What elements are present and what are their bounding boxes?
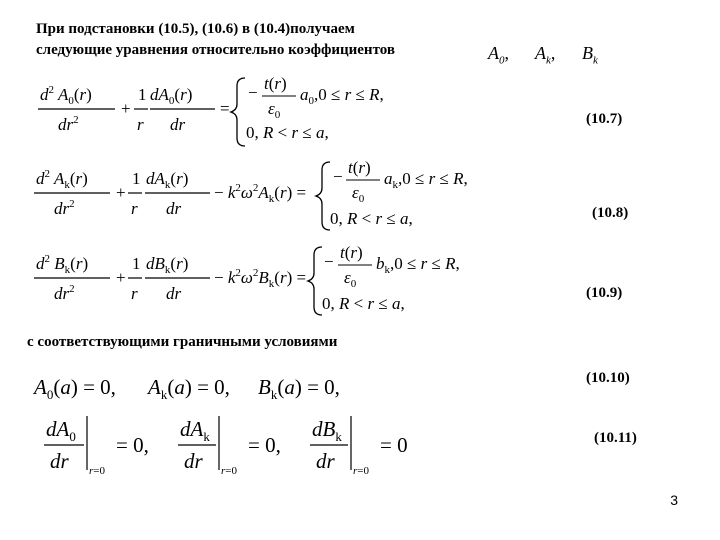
svg-text:t(r): t(r) [264,74,287,93]
svg-text:− k2ω2Bk(r) =: − $k^2\omega^2B_k(r)$ = [214,267,307,290]
svg-text:+: + [116,183,126,202]
equation-10-7 [30,74,384,150]
svg-text:dAk: $dA_k$ [180,417,210,444]
equation-number-10-7: (10.7) [586,111,623,127]
intro-paragraph [36,19,476,61]
svg-text:dA0: $dA_0$ [46,417,76,444]
boundary-conditions-text: с соответствующими граничными условиями [27,334,338,350]
svg-text:t(r): t(r) [340,243,363,262]
equation-10-11 [30,412,430,482]
svg-text:dr: dr [166,199,182,218]
svg-text:r=0: r=0 [353,465,369,477]
svg-text:= 0,: = 0, [116,433,149,457]
svg-text:− k2ω2Ak(r) =: − $k^2\omega^2A_k(r)$ = [214,182,307,205]
svg-text:0, R < r ≤ a,: 0, R < r ≤ a, [330,209,413,228]
svg-text:r=0: r=0 [221,465,237,477]
svg-text:=: = [220,99,230,118]
svg-text:+: + [116,268,126,287]
svg-text:= 0,: = 0, [248,433,281,457]
svg-text:ε0: $\varepsilon_0$ [344,268,357,290]
intro-line-2: следующие уравнения относительно коэффициентов [36,42,395,58]
svg-text:dA0(r): $dA_0(r)$ [150,85,193,107]
svg-text:d2 Ak(r): $d^2$ $A_k(r)$ [36,168,88,191]
svg-text:A0(a) = 0,: $A_0(a) = 0$, [34,375,116,402]
svg-text:dBk: $dB_k$ [312,417,342,444]
svg-text:dr: dr [184,449,203,473]
equation-10-8 [30,158,470,234]
svg-text:0, R < r ≤ a,: 0, R < r ≤ a, [322,294,405,313]
svg-text:dAk(r): $dA_k(r)$ [146,169,189,191]
coefficient-bk: $B_k$ [582,43,598,67]
intro-line-1: При подстановки (10.5), (10.6) в (10.4)получаем [36,21,355,37]
svg-text:Ak(a) = 0,: $A_k(a) = 0$, [148,375,230,402]
svg-text:1: 1 [132,254,141,273]
svg-text:dBk(r): $dB_k(r)$ [146,254,189,276]
svg-text:d2 A0(r): $d^2$ $A_0(r)$ [40,84,92,107]
svg-text:0, R < r ≤ a,: 0, R < r ≤ a, [246,123,329,142]
svg-text:−: − [333,167,343,186]
svg-text:ak,0 ≤ r ≤ R,: $a_k,0 \le r \le R$, [384,169,468,191]
equation-number-10-9: (10.9) [586,285,623,301]
svg-text:dr: dr [166,284,182,303]
equation-10-10 [30,368,370,404]
svg-text:dr2: $dr^2$ [54,198,75,218]
svg-text:1: 1 [138,85,147,104]
equation-number-10-11: (10.11) [594,430,637,446]
page-number: 3 [670,492,678,508]
coefficient-a0: $A_0$, [488,43,509,67]
svg-text:t(r): t(r) [348,158,371,177]
equation-number-10-8: (10.8) [592,205,629,221]
svg-text:dr: dr [50,449,69,473]
svg-text:bk,0 ≤ r ≤ R,: $b_k,0 \le r \le R$, [376,254,460,276]
equation-number-10-10: (10.10) [586,370,630,386]
svg-text:r: r [131,284,138,303]
svg-text:a0,0 ≤ r ≤ R,: $a_0,0 \le r \le R$, [300,85,384,107]
svg-text:d2 Bk(r): $d^2$ $B_k(r)$ [36,253,89,276]
svg-text:= 0: = 0 [380,433,408,457]
svg-text:dr2: $dr^2$ [58,114,79,134]
svg-text:−: − [248,83,258,102]
svg-text:r: r [137,115,144,134]
svg-text:ε0: $\varepsilon_0$ [352,183,365,205]
svg-text:ε0: $\varepsilon_0$ [268,99,281,121]
svg-text:r: r [131,199,138,218]
svg-text:dr2: $dr^2$ [54,283,75,303]
svg-text:Bk(a) = 0,: $B_k(a) = 0$, [258,375,340,402]
equation-10-9 [30,243,470,319]
svg-text:1: 1 [132,169,141,188]
svg-text:−: − [324,252,334,271]
svg-text:dr: dr [170,115,186,134]
svg-text:+: + [121,99,131,118]
svg-text:dr: dr [316,449,335,473]
coefficient-ak: $A_k$, [535,43,556,67]
svg-text:r=0: r=0 [89,465,105,477]
